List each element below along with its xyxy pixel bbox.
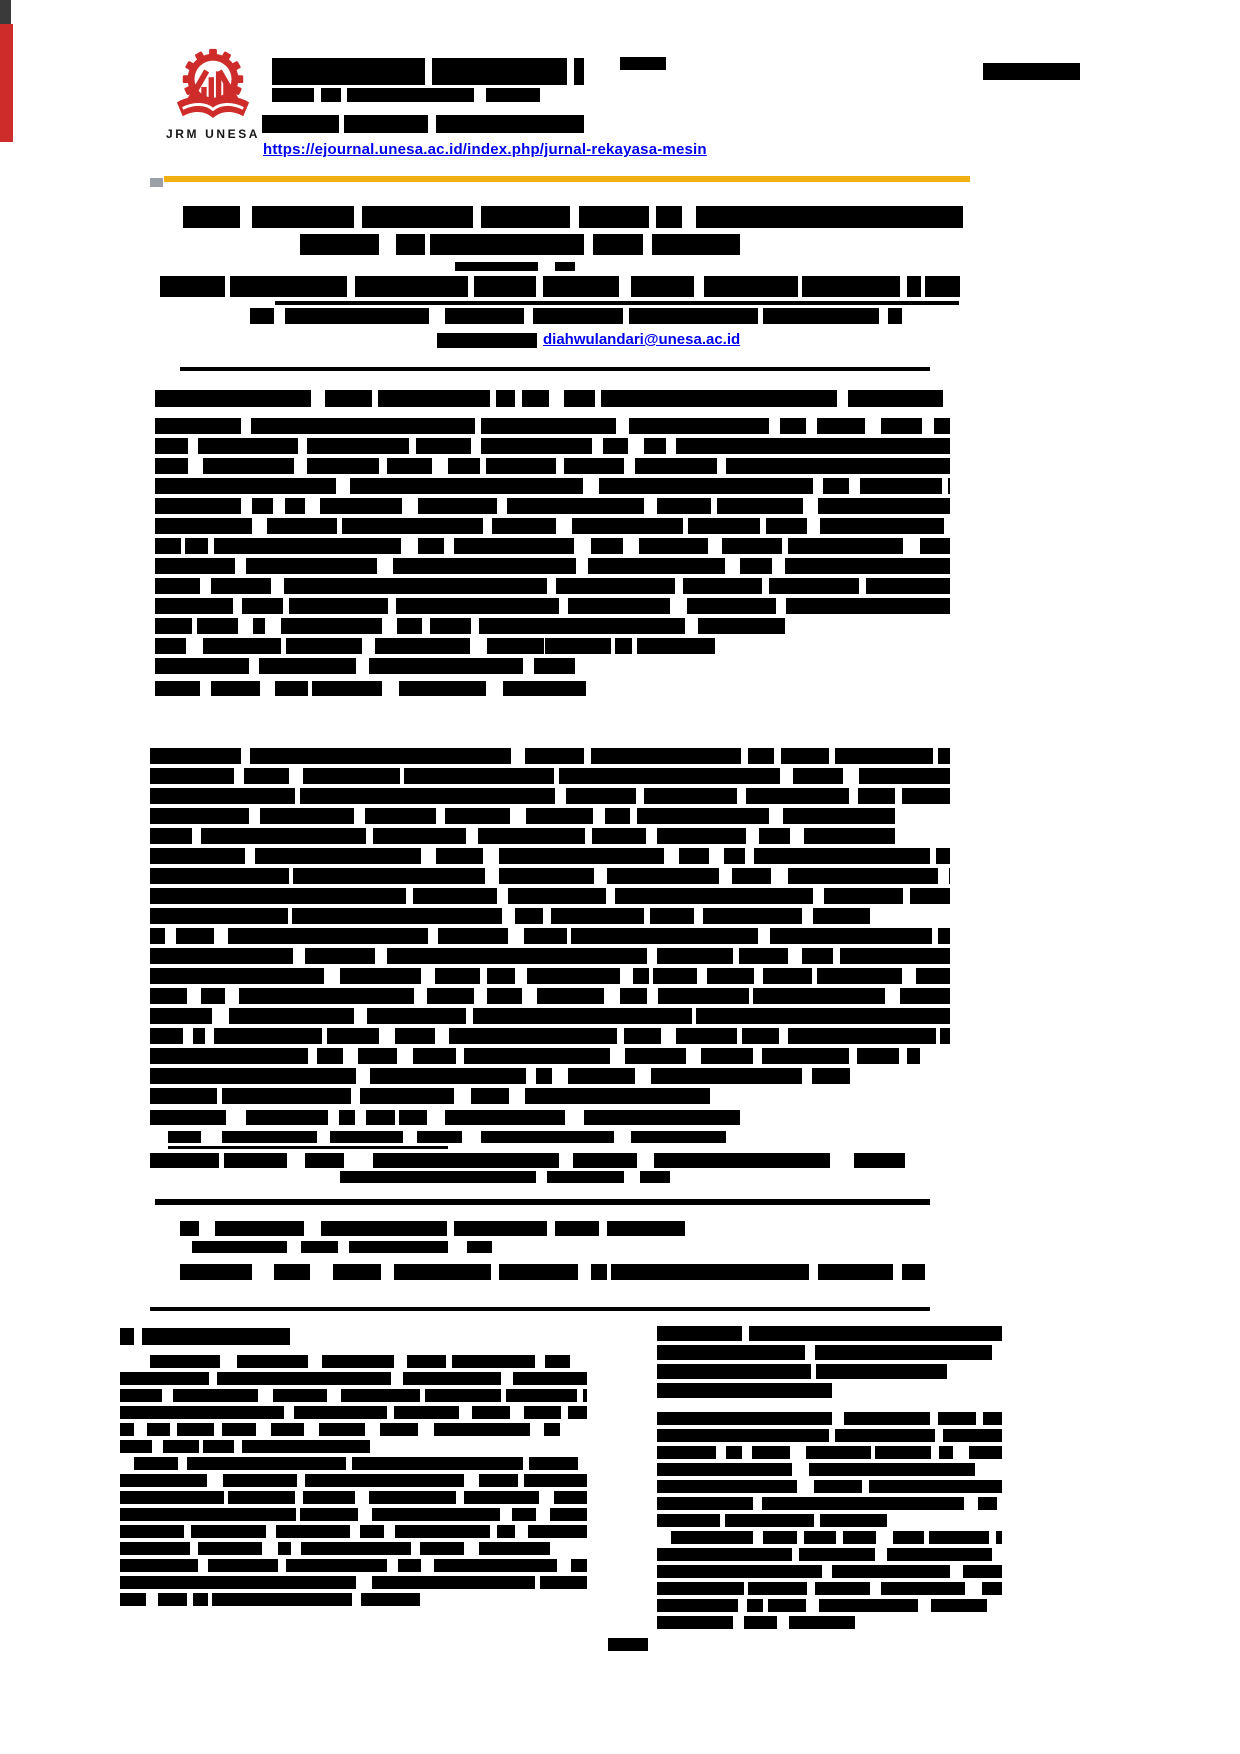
- affiliation-rule-redacted: [275, 301, 959, 305]
- corner-artifact-gray: [150, 178, 163, 187]
- abstract-en-redacted: [150, 748, 950, 1104]
- right-column-redacted: [657, 1412, 1002, 1629]
- author-email-link[interactable]: diahwulandari@unesa.ac.id: [543, 331, 741, 348]
- cite-as-redacted: [180, 1264, 925, 1280]
- meta-rule-redacted: [168, 1146, 448, 1149]
- journal-logo: [166, 46, 260, 141]
- right-heading-redacted: [657, 1326, 1002, 1398]
- history-line-redacted: [150, 1153, 905, 1168]
- accent-rule: [164, 176, 970, 182]
- left-section-heading-redacted: [120, 1328, 290, 1345]
- issn-redacted: [983, 63, 1080, 80]
- journal-url-link[interactable]: https://ejournal.unesa.ac.id/index.php/jurnal-rekayasa-mesin: [263, 141, 707, 158]
- abstract-id-redacted: [155, 418, 950, 674]
- issue-info-redacted: [262, 115, 584, 133]
- abstract-heading-redacted: [155, 390, 948, 407]
- page-number-redacted: [608, 1638, 648, 1651]
- journal-name-mark-redacted: [620, 57, 666, 70]
- abstract-divider-rule: [155, 1199, 930, 1205]
- edge-artifact-dark: [0, 0, 11, 26]
- header-divider-rule: [180, 367, 930, 371]
- citation-note-redacted-line-2: [192, 1241, 492, 1253]
- history-tail-redacted: [340, 1171, 670, 1183]
- journal-name-redacted-line-1: [272, 58, 584, 85]
- keywords-en-redacted: [150, 1110, 740, 1125]
- email-label-redacted: [437, 333, 537, 348]
- citation-note-redacted-line-1: [180, 1221, 685, 1236]
- affiliation-redacted: [250, 308, 902, 324]
- authors-redacted: [160, 276, 960, 297]
- logo-label: JRM UNESA: [166, 127, 261, 141]
- left-column-redacted: [120, 1355, 587, 1606]
- journal-name-redacted-line-2: [272, 88, 540, 102]
- citation-divider-rule: [150, 1307, 930, 1311]
- author-marks-redacted: [455, 262, 575, 271]
- meta-line-redacted: [168, 1131, 728, 1143]
- article-title-redacted-line-1: [183, 206, 963, 228]
- article-title-redacted-line-2: [300, 234, 740, 255]
- keywords-id-redacted: [155, 681, 590, 696]
- edge-artifact-red: [0, 24, 13, 142]
- jrm-logo-icon: [169, 46, 257, 124]
